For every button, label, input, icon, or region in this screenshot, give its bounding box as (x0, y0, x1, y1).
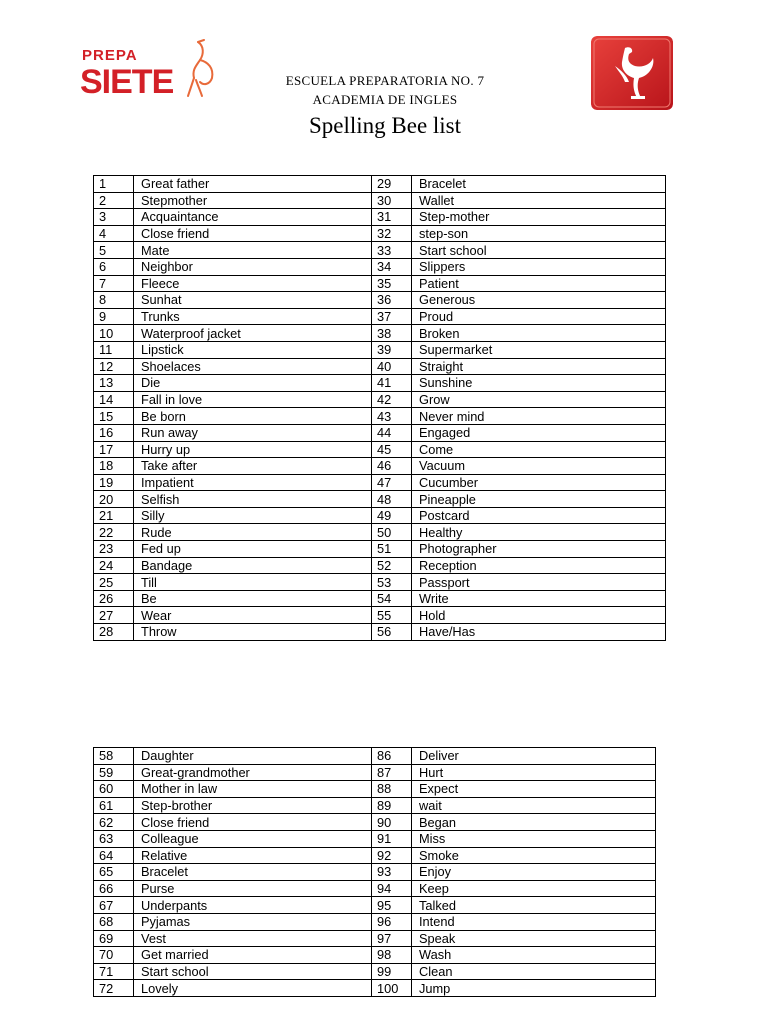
item-number-cell: 2 (94, 192, 134, 209)
table-row (94, 930, 656, 947)
word-cell: Mate (134, 242, 372, 259)
word-cell: Vest (134, 930, 372, 947)
word-cell: Start school (134, 963, 372, 980)
word-cell: Bracelet (412, 176, 666, 193)
item-number-cell: 53 (372, 574, 412, 591)
item-number-cell: 71 (94, 963, 134, 980)
table-row (94, 590, 666, 607)
item-number-cell: 37 (372, 308, 412, 325)
item-number-cell: 45 (372, 441, 412, 458)
item-number-cell: 95 (372, 897, 412, 914)
item-number-cell: 38 (372, 325, 412, 342)
item-number-cell: 11 (94, 341, 134, 358)
word-cell: Till (134, 574, 372, 591)
word-cell: Deliver (412, 748, 656, 765)
table-row (94, 963, 656, 980)
word-cell: Purse (134, 880, 372, 897)
word-cell: Bracelet (134, 864, 372, 881)
word-cell: Sunhat (134, 292, 372, 309)
item-number-cell: 21 (94, 507, 134, 524)
word-cell: Speak (412, 930, 656, 947)
item-number-cell: 39 (372, 341, 412, 358)
word-cell: Be born (134, 408, 372, 425)
table-row (94, 541, 666, 558)
word-cell: Wear (134, 607, 372, 624)
item-number-cell: 20 (94, 491, 134, 508)
table-row (94, 292, 666, 309)
word-cell: Write (412, 590, 666, 607)
word-cell: Bandage (134, 557, 372, 574)
item-number-cell: 52 (372, 557, 412, 574)
word-cell: Pyjamas (134, 913, 372, 930)
table-row (94, 980, 656, 997)
item-number-cell: 41 (372, 375, 412, 392)
item-number-cell: 56 (372, 624, 412, 641)
word-cell: Close friend (134, 814, 372, 831)
item-number-cell: 36 (372, 292, 412, 309)
spelling-table-1 (93, 175, 666, 641)
word-cell: Fed up (134, 541, 372, 558)
word-cell: Underpants (134, 897, 372, 914)
table-row (94, 507, 666, 524)
table-row (94, 209, 666, 226)
item-number-cell: 14 (94, 391, 134, 408)
word-cell: Passport (412, 574, 666, 591)
word-cell: Grow (412, 391, 666, 408)
item-number-cell: 58 (94, 748, 134, 765)
word-cell: Proud (412, 308, 666, 325)
table-row (94, 176, 666, 193)
item-number-cell: 13 (94, 375, 134, 392)
table-row (94, 391, 666, 408)
word-cell: Stepmother (134, 192, 372, 209)
word-cell: Supermarket (412, 341, 666, 358)
word-cell: Pineapple (412, 491, 666, 508)
item-number-cell: 65 (94, 864, 134, 881)
table-row (94, 748, 656, 765)
item-number-cell: 55 (372, 607, 412, 624)
word-cell: Wash (412, 947, 656, 964)
word-cell: Step-brother (134, 797, 372, 814)
table-row (94, 830, 656, 847)
word-cell: Have/Has (412, 624, 666, 641)
word-cell: Take after (134, 458, 372, 475)
word-cell: Vacuum (412, 458, 666, 475)
table-row (94, 897, 656, 914)
item-number-cell: 7 (94, 275, 134, 292)
table-row (94, 880, 656, 897)
item-number-cell: 15 (94, 408, 134, 425)
table-row (94, 458, 666, 475)
item-number-cell: 94 (372, 880, 412, 897)
word-cell: Selfish (134, 491, 372, 508)
word-cell: Lipstick (134, 341, 372, 358)
item-number-cell: 44 (372, 424, 412, 441)
word-cell: Be (134, 590, 372, 607)
item-number-cell: 29 (372, 176, 412, 193)
word-cell: Great-grandmother (134, 764, 372, 781)
word-cell: Run away (134, 424, 372, 441)
word-cell: Reception (412, 557, 666, 574)
word-cell: Began (412, 814, 656, 831)
item-number-cell: 99 (372, 963, 412, 980)
word-cell: Daughter (134, 748, 372, 765)
word-cell: Mother in law (134, 781, 372, 798)
item-number-cell: 92 (372, 847, 412, 864)
word-cell: Waterproof jacket (134, 325, 372, 342)
word-cell: Sunshine (412, 375, 666, 392)
word-cell: Straight (412, 358, 666, 375)
item-number-cell: 30 (372, 192, 412, 209)
item-number-cell: 63 (94, 830, 134, 847)
word-cell: Photographer (412, 541, 666, 558)
table-row (94, 308, 666, 325)
table-row (94, 624, 666, 641)
table-row (94, 814, 656, 831)
table-row (94, 192, 666, 209)
word-cell: Smoke (412, 847, 656, 864)
table-row (94, 913, 656, 930)
word-cell: Miss (412, 830, 656, 847)
item-number-cell: 25 (94, 574, 134, 591)
item-number-cell: 17 (94, 441, 134, 458)
item-number-cell: 28 (94, 624, 134, 641)
table-row (94, 424, 666, 441)
word-cell: Neighbor (134, 258, 372, 275)
item-number-cell: 69 (94, 930, 134, 947)
item-number-cell: 26 (94, 590, 134, 607)
table-row (94, 574, 666, 591)
item-number-cell: 89 (372, 797, 412, 814)
word-cell: Colleague (134, 830, 372, 847)
table-row (94, 358, 666, 375)
table-row (94, 557, 666, 574)
word-cell: Get married (134, 947, 372, 964)
item-number-cell: 42 (372, 391, 412, 408)
word-cell: Patient (412, 275, 666, 292)
item-number-cell: 88 (372, 781, 412, 798)
item-number-cell: 86 (372, 748, 412, 765)
logo-prepa-text: PREPA (82, 47, 138, 64)
table-row (94, 491, 666, 508)
item-number-cell: 23 (94, 541, 134, 558)
table-row (94, 864, 656, 881)
table-row (94, 341, 666, 358)
item-number-cell: 10 (94, 325, 134, 342)
item-number-cell: 5 (94, 242, 134, 259)
word-cell: Throw (134, 624, 372, 641)
word-cell: Come (412, 441, 666, 458)
word-cell: Healthy (412, 524, 666, 541)
word-cell: Talked (412, 897, 656, 914)
table-row (94, 524, 666, 541)
item-number-cell: 46 (372, 458, 412, 475)
word-cell: Die (134, 375, 372, 392)
item-number-cell: 91 (372, 830, 412, 847)
item-number-cell: 59 (94, 764, 134, 781)
item-number-cell: 93 (372, 864, 412, 881)
word-cell: Clean (412, 963, 656, 980)
word-cell: Generous (412, 292, 666, 309)
item-number-cell: 67 (94, 897, 134, 914)
item-number-cell: 40 (372, 358, 412, 375)
item-number-cell: 9 (94, 308, 134, 325)
spelling-table-2 (93, 747, 656, 997)
word-cell: Close friend (134, 225, 372, 242)
item-number-cell: 6 (94, 258, 134, 275)
word-cell: Trunks (134, 308, 372, 325)
word-cell: Fall in love (134, 391, 372, 408)
table-row (94, 764, 656, 781)
item-number-cell: 31 (372, 209, 412, 226)
table-row (94, 474, 666, 491)
word-cell: Impatient (134, 474, 372, 491)
word-cell: Jump (412, 980, 656, 997)
table-row (94, 242, 666, 259)
logo-siete-text: SIETE (80, 63, 174, 100)
table-row (94, 847, 656, 864)
word-cell: Acquaintance (134, 209, 372, 226)
item-number-cell: 32 (372, 225, 412, 242)
school-emblem (591, 36, 673, 110)
item-number-cell: 87 (372, 764, 412, 781)
table-row (94, 408, 666, 425)
item-number-cell: 70 (94, 947, 134, 964)
word-cell: Cucumber (412, 474, 666, 491)
table-row (94, 797, 656, 814)
item-number-cell: 61 (94, 797, 134, 814)
item-number-cell: 3 (94, 209, 134, 226)
item-number-cell: 16 (94, 424, 134, 441)
item-number-cell: 51 (372, 541, 412, 558)
word-cell: Hold (412, 607, 666, 624)
item-number-cell: 90 (372, 814, 412, 831)
item-number-cell: 50 (372, 524, 412, 541)
word-cell: Wallet (412, 192, 666, 209)
word-cell: Never mind (412, 408, 666, 425)
word-cell: Fleece (134, 275, 372, 292)
item-number-cell: 47 (372, 474, 412, 491)
word-cell: Lovely (134, 980, 372, 997)
item-number-cell: 12 (94, 358, 134, 375)
table-row (94, 258, 666, 275)
item-number-cell: 66 (94, 880, 134, 897)
table-row (94, 225, 666, 242)
word-cell: Enjoy (412, 864, 656, 881)
word-cell: step-son (412, 225, 666, 242)
item-number-cell: 27 (94, 607, 134, 624)
table-row (94, 441, 666, 458)
word-cell: Start school (412, 242, 666, 259)
word-cell: Intend (412, 913, 656, 930)
table-row (94, 275, 666, 292)
academy-name: ACADEMIA DE INGLES (312, 92, 458, 107)
item-number-cell: 64 (94, 847, 134, 864)
item-number-cell: 98 (372, 947, 412, 964)
item-number-cell: 48 (372, 491, 412, 508)
item-number-cell: 4 (94, 225, 134, 242)
word-cell: Slippers (412, 258, 666, 275)
word-cell: Relative (134, 847, 372, 864)
item-number-cell: 35 (372, 275, 412, 292)
word-cell: wait (412, 797, 656, 814)
item-number-cell: 33 (372, 242, 412, 259)
item-number-cell: 43 (372, 408, 412, 425)
item-number-cell: 96 (372, 913, 412, 930)
item-number-cell: 18 (94, 458, 134, 475)
item-number-cell: 8 (94, 292, 134, 309)
table-row (94, 781, 656, 798)
item-number-cell: 62 (94, 814, 134, 831)
item-number-cell: 100 (372, 980, 412, 997)
item-number-cell: 54 (372, 590, 412, 607)
word-cell: Broken (412, 325, 666, 342)
page-title: Spelling Bee list (308, 113, 462, 138)
item-number-cell: 34 (372, 258, 412, 275)
table-row (94, 947, 656, 964)
item-number-cell: 68 (94, 913, 134, 930)
item-number-cell: 1 (94, 176, 134, 193)
item-number-cell: 22 (94, 524, 134, 541)
item-number-cell: 24 (94, 557, 134, 574)
item-number-cell: 72 (94, 980, 134, 997)
item-number-cell: 97 (372, 930, 412, 947)
word-cell: Hurt (412, 764, 656, 781)
word-cell: Step-mother (412, 209, 666, 226)
word-cell: Keep (412, 880, 656, 897)
word-cell: Engaged (412, 424, 666, 441)
word-cell: Postcard (412, 507, 666, 524)
item-number-cell: 19 (94, 474, 134, 491)
item-number-cell: 60 (94, 781, 134, 798)
word-cell: Silly (134, 507, 372, 524)
word-cell: Hurry up (134, 441, 372, 458)
table-row (94, 325, 666, 342)
item-number-cell: 49 (372, 507, 412, 524)
school-name: ESCUELA PREPARATORIA NO. 7 (285, 73, 485, 88)
table-row (94, 375, 666, 392)
word-cell: Great father (134, 176, 372, 193)
table-row (94, 607, 666, 624)
word-cell: Expect (412, 781, 656, 798)
word-cell: Rude (134, 524, 372, 541)
word-cell: Shoelaces (134, 358, 372, 375)
